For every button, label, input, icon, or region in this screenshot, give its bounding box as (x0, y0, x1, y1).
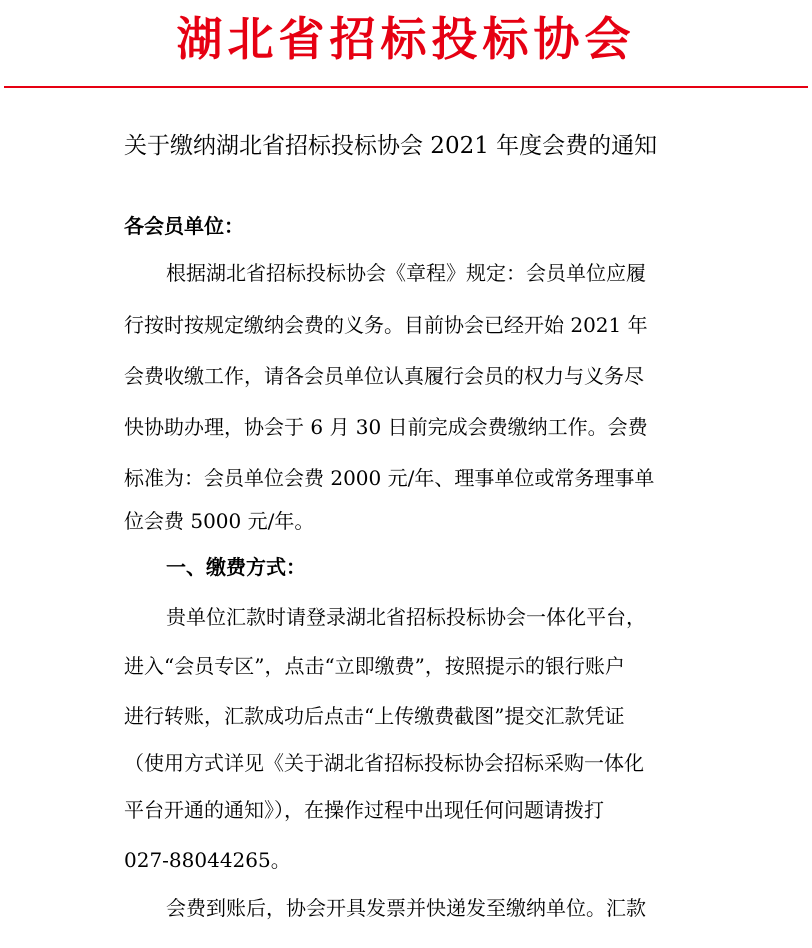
salutation: 各会员单位： (124, 214, 244, 238)
paragraph-line: 平台开通的通知》），在操作过程中出现任何问题请拨打 (124, 798, 604, 822)
paragraph-line: 进行转账，汇款成功后点击“上传缴费截图”提交汇款凭证 (124, 704, 625, 728)
org-name-header: 湖北省招标投标协会 (176, 12, 636, 66)
paragraph-line: 快协助办理，协会于 6 月 30 日前完成会费缴纳工作。会费 (124, 415, 648, 439)
paragraph-line: 会费收缴工作，请各会员单位认真履行会员的权力与义务尽 (124, 364, 644, 388)
paragraph-line: 进入“会员专区”，点击“立即缴费”，按照提示的银行账户 (124, 654, 625, 678)
paragraph-line: 行按时按规定缴纳会费的义务。目前协会已经开始 2021 年 (124, 313, 648, 337)
paragraph-line: 标准为：会员单位会费 2000 元/年、理事单位或常务理事单 (124, 466, 655, 490)
paragraph-line: 027-88044265。 (124, 848, 291, 872)
document-title: 关于缴纳湖北省招标投标协会 2021 年度会费的通知 (124, 133, 658, 159)
section-heading: 一、缴费方式： (166, 555, 306, 579)
paragraph-line: 会费到账后，协会开具发票并快递发至缴纳单位。汇款 (166, 896, 646, 920)
paragraph-line: 贵单位汇款时请登录湖北省招标投标协会一体化平台， (166, 605, 646, 629)
paragraph-line: （使用方式详见《关于湖北省招标投标协会招标采购一体化 (124, 751, 644, 775)
paragraph-line: 根据湖北省招标投标协会《章程》规定：会员单位应履 (166, 261, 646, 285)
paragraph-line: 位会费 5000 元/年。 (124, 509, 315, 533)
header-divider (4, 86, 808, 88)
